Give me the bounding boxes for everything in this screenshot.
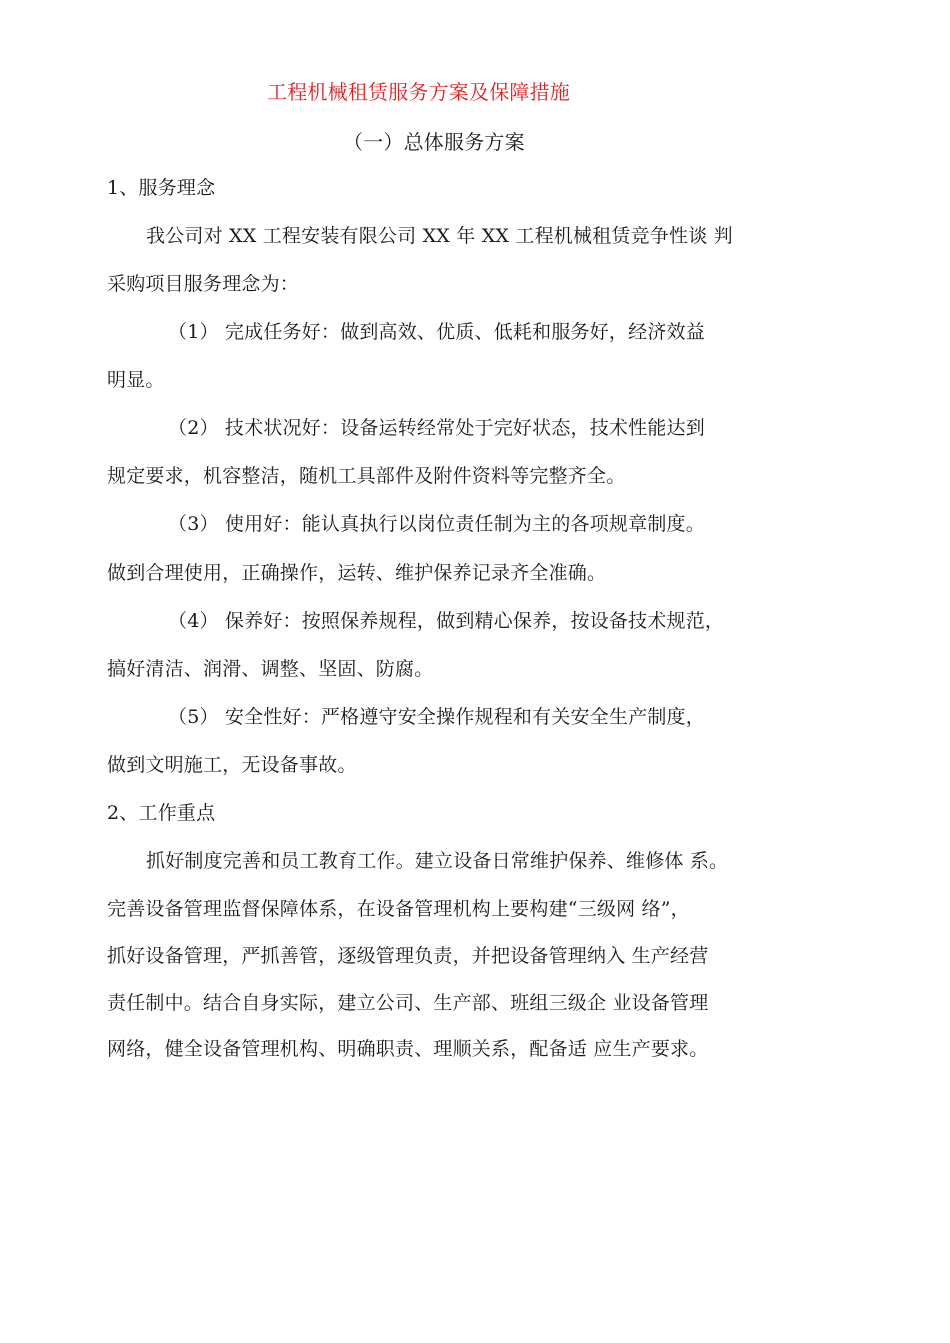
list-item-line: 做到文明施工，无设备事故。	[107, 754, 357, 776]
list-item-line: 做到合理使用，正确操作，运转、维护保养记录齐全准确。	[107, 562, 607, 584]
section-heading-service-concept: 1、服务理念	[107, 177, 216, 199]
paragraph-line: 完善设备管理监督保障体系，在设备管理机构上要构建“三级网 络”，	[107, 898, 690, 920]
paragraph-line: 抓好制度完善和员工教育工作。建立设备日常维护保养、维修体 系。	[146, 850, 729, 872]
section-heading-work-focus: 2、工作重点	[107, 802, 216, 824]
document-title: 工程机械租赁服务方案及保障措施	[267, 80, 570, 104]
list-item-line: （3） 使用好：能认真执行以岗位责任制为主的各项规章制度。	[168, 513, 705, 535]
list-item-line: （5） 安全性好：严格遵守安全操作规程和有关安全生产制度，	[168, 706, 705, 728]
list-item-line: 明显。	[107, 369, 165, 391]
paragraph-line: 网络，健全设备管理机构、明确职责、理顺关系，配备适 应生产要求。	[107, 1038, 709, 1060]
paragraph-line: 我公司对 XX 工程安装有限公司 XX 年 XX 工程机械租赁竞争性谈 判	[146, 225, 733, 247]
paragraph-line: 责任制中。结合自身实际，建立公司、生产部、班组三级企 业设备管理	[107, 992, 709, 1014]
paragraph-line: 采购项目服务理念为：	[107, 273, 300, 295]
section-subtitle: （一）总体服务方案	[343, 130, 525, 154]
list-item-line: （1） 完成任务好：做到高效、优质、低耗和服务好，经济效益	[168, 321, 705, 343]
paragraph-line: 抓好设备管理，严抓善管，逐级管理负责，并把设备管理纳入 生产经营	[107, 945, 709, 967]
list-item-line: （2） 技术状况好：设备运转经常处于完好状态，技术性能达到	[168, 417, 705, 439]
list-item-line: 搞好清洁、润滑、调整、坚固、防腐。	[107, 658, 434, 680]
list-item-line: （4） 保养好：按照保养规程，做到精心保养，按设备技术规范，	[168, 610, 725, 632]
list-item-line: 规定要求，机容整洁，随机工具部件及附件资料等完整齐全。	[107, 465, 626, 487]
